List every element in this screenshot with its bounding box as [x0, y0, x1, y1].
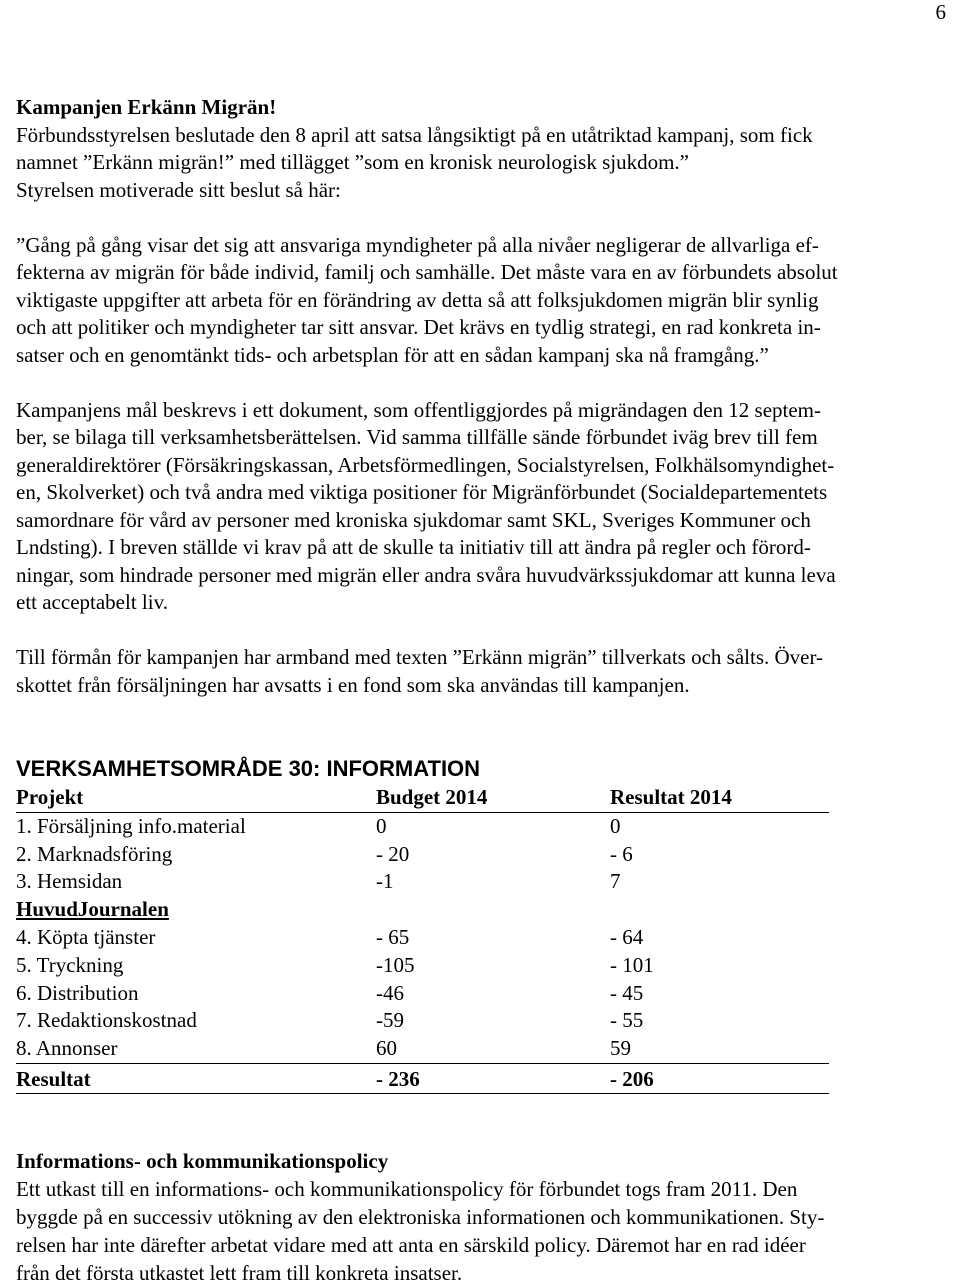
campaign-title: Kampanjen Erkänn Migrän! — [16, 95, 277, 119]
table-row — [16, 868, 829, 896]
table-header-row — [16, 784, 829, 813]
goals-line: ber, se bilaga till verksamhetsberättelsen. Vid samma tillfälle sände förbundet iväg brev till fem — [16, 425, 818, 449]
row-label: 4. Köpta tjänster — [16, 924, 156, 949]
row-result: 7 — [610, 869, 621, 894]
goals-line: ningar, som hindrade personer med migrän eller andra svåra huvudvärkssjukdomar att kunna leva — [16, 562, 836, 587]
quote-line: viktigaste uppgifter att arbeta för en förändring av detta så att folksjukdomen migrän blir synlig — [16, 287, 819, 312]
goals-line: en, Skolverket) och två andra med viktiga positioner för Migränförbundet (Socialdepartementets — [16, 480, 828, 504]
column-header-budget: Budget 2014 — [376, 785, 488, 809]
row-label: 3. Hemsidan — [16, 869, 123, 894]
bracelet-line: Till förmån för kampanjen har armband med texten ”Erkänn migrän” tillverkats och sålts. Över- — [16, 645, 824, 669]
row-label: 7. Redaktionskostnad — [16, 1008, 197, 1033]
quote-line: satser och en genomtänkt tids- och arbetsplan för att en sådan kampanj ska nå framgång.” — [16, 342, 769, 367]
column-header-result: Resultat 2014 — [610, 785, 732, 809]
table-row — [16, 952, 829, 980]
row-budget: 60 — [376, 1036, 397, 1061]
row-label: 5. Tryckning — [16, 952, 124, 977]
table-row — [16, 1035, 829, 1063]
table-row — [16, 980, 829, 1008]
policy-line: relsen har inte därefter arbetat vidare med att anta en särskild policy. Däremot har en rad idéer — [16, 1233, 806, 1257]
policy-section — [16, 1147, 956, 1287]
table-row — [16, 1007, 829, 1035]
row-budget: -59 — [376, 1008, 404, 1033]
row-budget: -46 — [376, 980, 404, 1005]
row-budget: -1 — [376, 869, 394, 894]
row-result: - 45 — [610, 980, 644, 1005]
quote-line: ”Gång på gång visar det sig att ansvariga myndigheter på alla nivåer negligerar de allvarliga ef- — [16, 232, 819, 257]
table-subheading: HuvudJournalen — [16, 897, 169, 922]
table-subheading-row — [16, 896, 829, 924]
total-result: - 206 — [610, 1066, 654, 1091]
table-row — [16, 841, 829, 869]
intro-line: Förbundsstyrelsen beslutade den 8 april att satsa långsiktigt på en utåtriktad kampanj, som fick — [16, 122, 813, 147]
row-budget: 0 — [376, 813, 387, 838]
row-label: 1. Försäljning info.material — [16, 813, 246, 838]
goals-line: generaldirektörer (Försäkringskassan, Arbetsförmedlingen, Socialstyrelsen, Folkhälsomyndighet- — [16, 452, 835, 477]
goals-line: samordnare för vård av personer med kroniska sjukdomar samt SKL, Sveriges Kommuner och — [16, 507, 811, 532]
policy-line: Ett utkast till en informations- och kommunikationspolicy för förbundet togs fram 2011. Den — [16, 1177, 798, 1201]
row-result: - 55 — [610, 1008, 644, 1033]
row-label: 2. Marknadsföring — [16, 841, 173, 866]
goals-line: ett acceptabelt liv. — [16, 590, 168, 614]
bracelet-line: skottet från försäljningen har avsatts i en fond som ska användas till kampanjen. — [16, 672, 690, 697]
column-header-project: Projekt — [16, 785, 84, 809]
goals-line: Kampanjens mål beskrevs i ett dokument, som offentliggjordes på migrändagen den 12 septem- — [16, 397, 822, 422]
table-row — [16, 924, 829, 952]
budget-table — [16, 784, 829, 1094]
policy-title: Informations- och kommunikationspolicy — [16, 1149, 389, 1173]
page-number: 6 — [935, 0, 946, 24]
row-result: - 6 — [610, 841, 633, 866]
total-budget: - 236 — [376, 1066, 420, 1091]
row-result: 59 — [610, 1036, 631, 1061]
row-result: - 64 — [610, 924, 644, 949]
row-label: 8. Annonser — [16, 1036, 118, 1061]
section-heading: VERKSAMHETSOMRÅDE 30: INFORMATION — [16, 756, 481, 781]
policy-line: byggde på en successiv utökning av den elektroniska informationen och kommunikationen. Sty- — [16, 1205, 825, 1229]
row-label: 6. Distribution — [16, 980, 139, 1005]
quote-line: fekterna av migrän för både individ, familj och samhälle. Det måste vara en av förbundets absolut — [16, 260, 838, 284]
row-budget: - 20 — [376, 841, 410, 866]
total-label: Resultat — [16, 1066, 91, 1091]
table-row — [16, 813, 829, 841]
row-result: - 101 — [610, 952, 654, 977]
campaign-section — [16, 94, 956, 699]
row-budget: -105 — [376, 952, 415, 977]
intro-line: namnet ”Erkänn migrän!” med tillägget ”som en kronisk neurologisk sjukdom.” — [16, 150, 690, 174]
row-result: 0 — [610, 813, 621, 838]
table-total-row — [16, 1063, 829, 1094]
row-budget: - 65 — [376, 924, 410, 949]
quote-line: och att politiker och myndigheter tar sitt ansvar. Det krävs en tydlig strategi, en rad konkreta in- — [16, 315, 821, 339]
goals-line: Lndsting). I breven ställde vi krav på att de skulle ta initiativ till att ändra på regler och förord- — [16, 535, 811, 559]
intro-line: Styrelsen motiverade sitt beslut så här: — [16, 177, 341, 202]
policy-line: från det första utkastet lett fram till konkreta insatser. — [16, 1261, 463, 1285]
